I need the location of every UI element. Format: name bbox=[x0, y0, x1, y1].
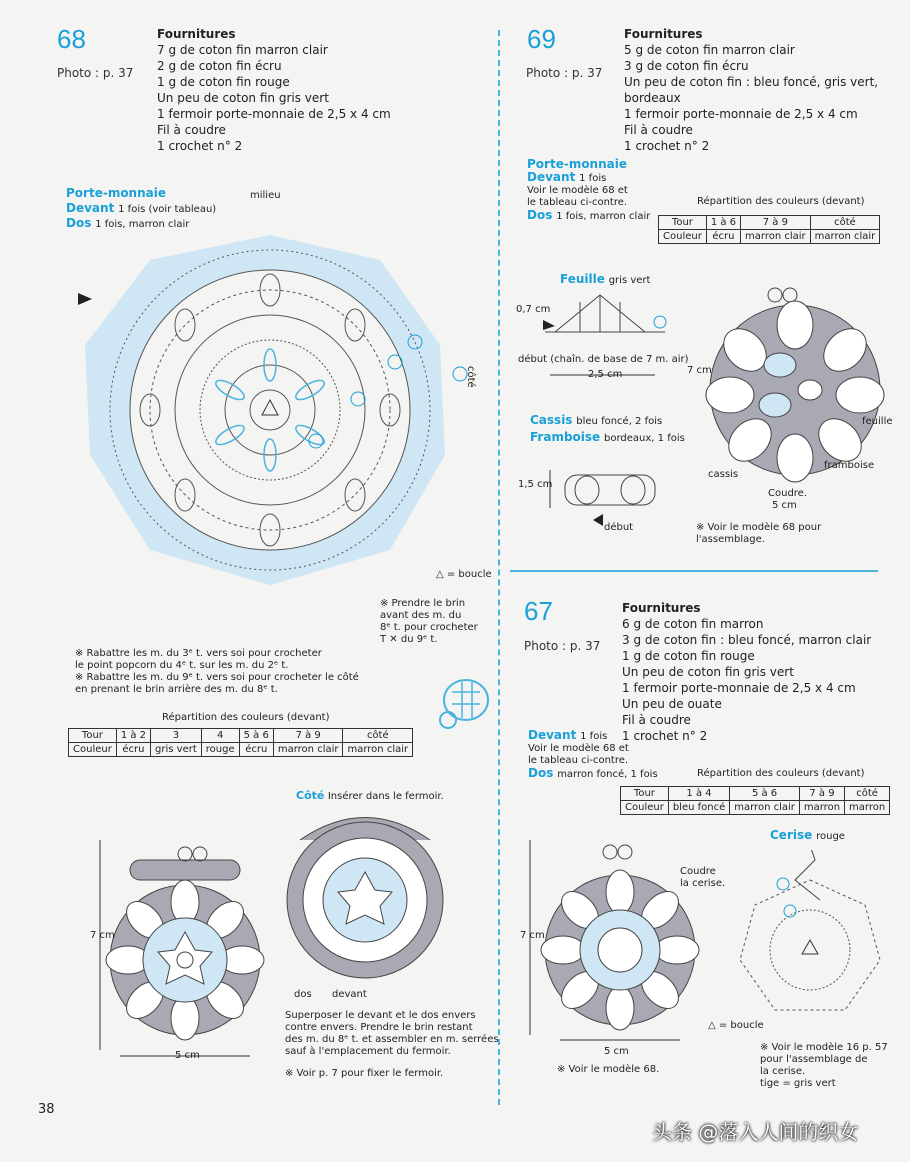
feuille-h: 0,7 cm bbox=[516, 304, 551, 315]
dim-h-68: 7 cm bbox=[90, 930, 115, 941]
devant-text: 1 fois (voir tableau) bbox=[118, 204, 217, 215]
voir16-67: ※ Voir le modèle 16 p. 57 pour l'assemblage de la cerise. tige = gris vert bbox=[760, 1042, 888, 1089]
cassis-label: cassis bbox=[708, 469, 739, 480]
dim-w-68: 5 cm bbox=[175, 1050, 200, 1061]
color-table-68 bbox=[68, 728, 413, 757]
supply-item: 2 g de coton fin écru bbox=[157, 59, 282, 73]
supply-item: 1 fermoir porte-monnaie de 2,5 x 4 cm bbox=[157, 107, 391, 121]
devant-label-side: devant bbox=[332, 989, 367, 1000]
cassis-chart bbox=[545, 450, 670, 530]
feuille-w: 2,5 cm bbox=[588, 369, 623, 380]
coudre-label: Coudre. bbox=[768, 488, 808, 499]
table-row: Couleur bleu foncé marron clair marron marron bbox=[621, 801, 890, 815]
dim-w-67: 5 cm bbox=[604, 1046, 629, 1057]
assemble-notes: Superposer le devant et le dos envers contre envers. Prendre le brin restant des m. du 8ᵉ t. et assembler en m. serrées sauf à l'emplacement du fermoir. bbox=[285, 1010, 499, 1057]
voir-67: ※ Voir le modèle 68. bbox=[557, 1064, 660, 1075]
page-number: 38 bbox=[38, 1102, 55, 1117]
table-row: Couleur écru marron clair marron clair bbox=[659, 230, 880, 244]
column-divider bbox=[498, 30, 500, 1105]
table-row: Tour 1 à 4 5 à 6 7 à 9 côté bbox=[621, 787, 890, 801]
rep-title-67: Répartition des couleurs (devant) bbox=[697, 768, 865, 779]
notes-68: ※ Rabattre les m. du 3ᵉ t. vers soi pour crocheter le point popcorn du 4ᵉ t. sur les m. du 2ᵉ t. ※ Rabattre les m. du 9ᵉ t. vers soi pour crocheter le côté en prenant le brin arrière des m. du 8ᵉ t. bbox=[75, 648, 359, 695]
supplies-title: Fournitures bbox=[157, 27, 236, 41]
cassis-block: Cassis bleu foncé, 2 fois Framboise bordeaux, 1 fois bbox=[530, 413, 685, 444]
table-row: Tour 1 à 2 3 4 5 à 6 7 à 9 côté bbox=[69, 729, 413, 743]
dim-h-67: 7 cm bbox=[520, 930, 545, 941]
purse-illustration-69 bbox=[700, 280, 890, 485]
table-row: Couleur écru gris vert rouge écru marron clair marron clair bbox=[69, 743, 413, 757]
cerise-heading: Cerise rouge bbox=[770, 828, 845, 842]
pm-title: Porte-monnaie bbox=[66, 186, 166, 200]
supply-item: Un peu de coton fin gris vert bbox=[157, 91, 329, 105]
cote-label: côté bbox=[465, 366, 476, 388]
watermark: 头条 @落入人间的织女 bbox=[652, 1120, 859, 1144]
supply-item: 1 g de coton fin rouge bbox=[157, 75, 290, 89]
voir-69: ※ Voir le modèle 68 pour l'assemblage. bbox=[696, 522, 822, 545]
supplies-68 bbox=[157, 26, 391, 154]
note-brin: ※ Prendre le brin avant des m. du 8ᵉ t. pour crocheter T ✕ du 9ᵉ t. bbox=[380, 598, 478, 645]
dos-label-side: dos bbox=[294, 989, 312, 1000]
model-number-69: 69 bbox=[527, 24, 556, 54]
cerise-chart bbox=[735, 850, 885, 1025]
photo-ref-67: Photo : p. 37 bbox=[524, 639, 601, 653]
supply-item: 1 crochet n° 2 bbox=[157, 139, 243, 153]
boucle-legend-67: △ = boucle bbox=[708, 1020, 764, 1031]
pm-block-69: Porte-monnaie Devant 1 fois Voir le modèle 68 et le tableau ci-contre. Dos 1 fois, marron clair bbox=[527, 157, 651, 222]
devant-label: Devant bbox=[66, 201, 115, 215]
dim-w-69: 5 cm bbox=[772, 500, 797, 511]
framboise-label: framboise bbox=[824, 460, 875, 471]
model-number-67: 67 bbox=[524, 596, 553, 626]
coudre-cerise: Coudre la cerise. bbox=[680, 866, 726, 889]
dim-h-69: 7 cm bbox=[687, 365, 712, 376]
dos-text: 1 fois, marron clair bbox=[95, 219, 190, 230]
turtle-icon bbox=[434, 670, 496, 736]
purse-side-illustration bbox=[280, 800, 450, 990]
feuille-heading: Feuille gris vert bbox=[560, 272, 651, 286]
cote-heading: Côté Insérer dans le fermoir. bbox=[296, 789, 444, 802]
color-table-67 bbox=[620, 786, 890, 815]
color-table-69 bbox=[658, 215, 880, 244]
feuille-label: feuille bbox=[862, 416, 893, 427]
table-row: Tour 1 à 6 7 à 9 côté bbox=[659, 216, 880, 230]
dos-label: Dos bbox=[66, 216, 92, 230]
photo-ref-69: Photo : p. 37 bbox=[526, 66, 603, 80]
rep-title-68: Répartition des couleurs (devant) bbox=[162, 712, 330, 723]
cassis-h: 1,5 cm bbox=[518, 479, 553, 490]
voir-fermoir: ※ Voir p. 7 pour fixer le fermoir. bbox=[285, 1068, 444, 1079]
supply-item: 7 g de coton fin marron clair bbox=[157, 43, 328, 57]
milieu-label: milieu bbox=[250, 190, 281, 201]
crochet-chart-68 bbox=[60, 205, 480, 605]
boucle-legend-68: △ = boucle bbox=[436, 569, 492, 580]
photo-ref-68: Photo : p. 37 bbox=[57, 66, 134, 80]
model-number-68: 68 bbox=[57, 24, 86, 54]
supplies-69: Fournitures 5 g de coton fin marron clair 3 g de coton fin écru Un peu de coton fin : bleu foncé, gris vert, bordeaux 1 fermoir porte-monnaie de 2,5 x 4 cm Fil à coudre 1 crochet n° 2 bbox=[624, 27, 879, 153]
rep-title-69: Répartition des couleurs (devant) bbox=[697, 196, 865, 207]
section-divider bbox=[510, 570, 878, 572]
supplies-67: Fournitures 6 g de coton fin marron 3 g de coton fin : bleu foncé, marron clair 1 g de coton fin rouge Un peu de coton fin gris vert 1 fermoir porte-monnaie de 2,5 x 4 cm Un peu de ouate Fil à coudre 1 crochet n° 2 bbox=[622, 601, 872, 743]
purse-illustration-68 bbox=[90, 840, 280, 1070]
cassis-debut: début bbox=[604, 522, 634, 533]
supply-item: Fil à coudre bbox=[157, 123, 226, 137]
purse-illustration-67 bbox=[525, 840, 705, 1050]
pm-block-67: Devant 1 fois Voir le modèle 68 et le tableau ci-contre. Dos marron foncé, 1 fois bbox=[528, 728, 658, 780]
feuille-debut: début (chaîn. de base de 7 m. air) bbox=[518, 354, 689, 365]
